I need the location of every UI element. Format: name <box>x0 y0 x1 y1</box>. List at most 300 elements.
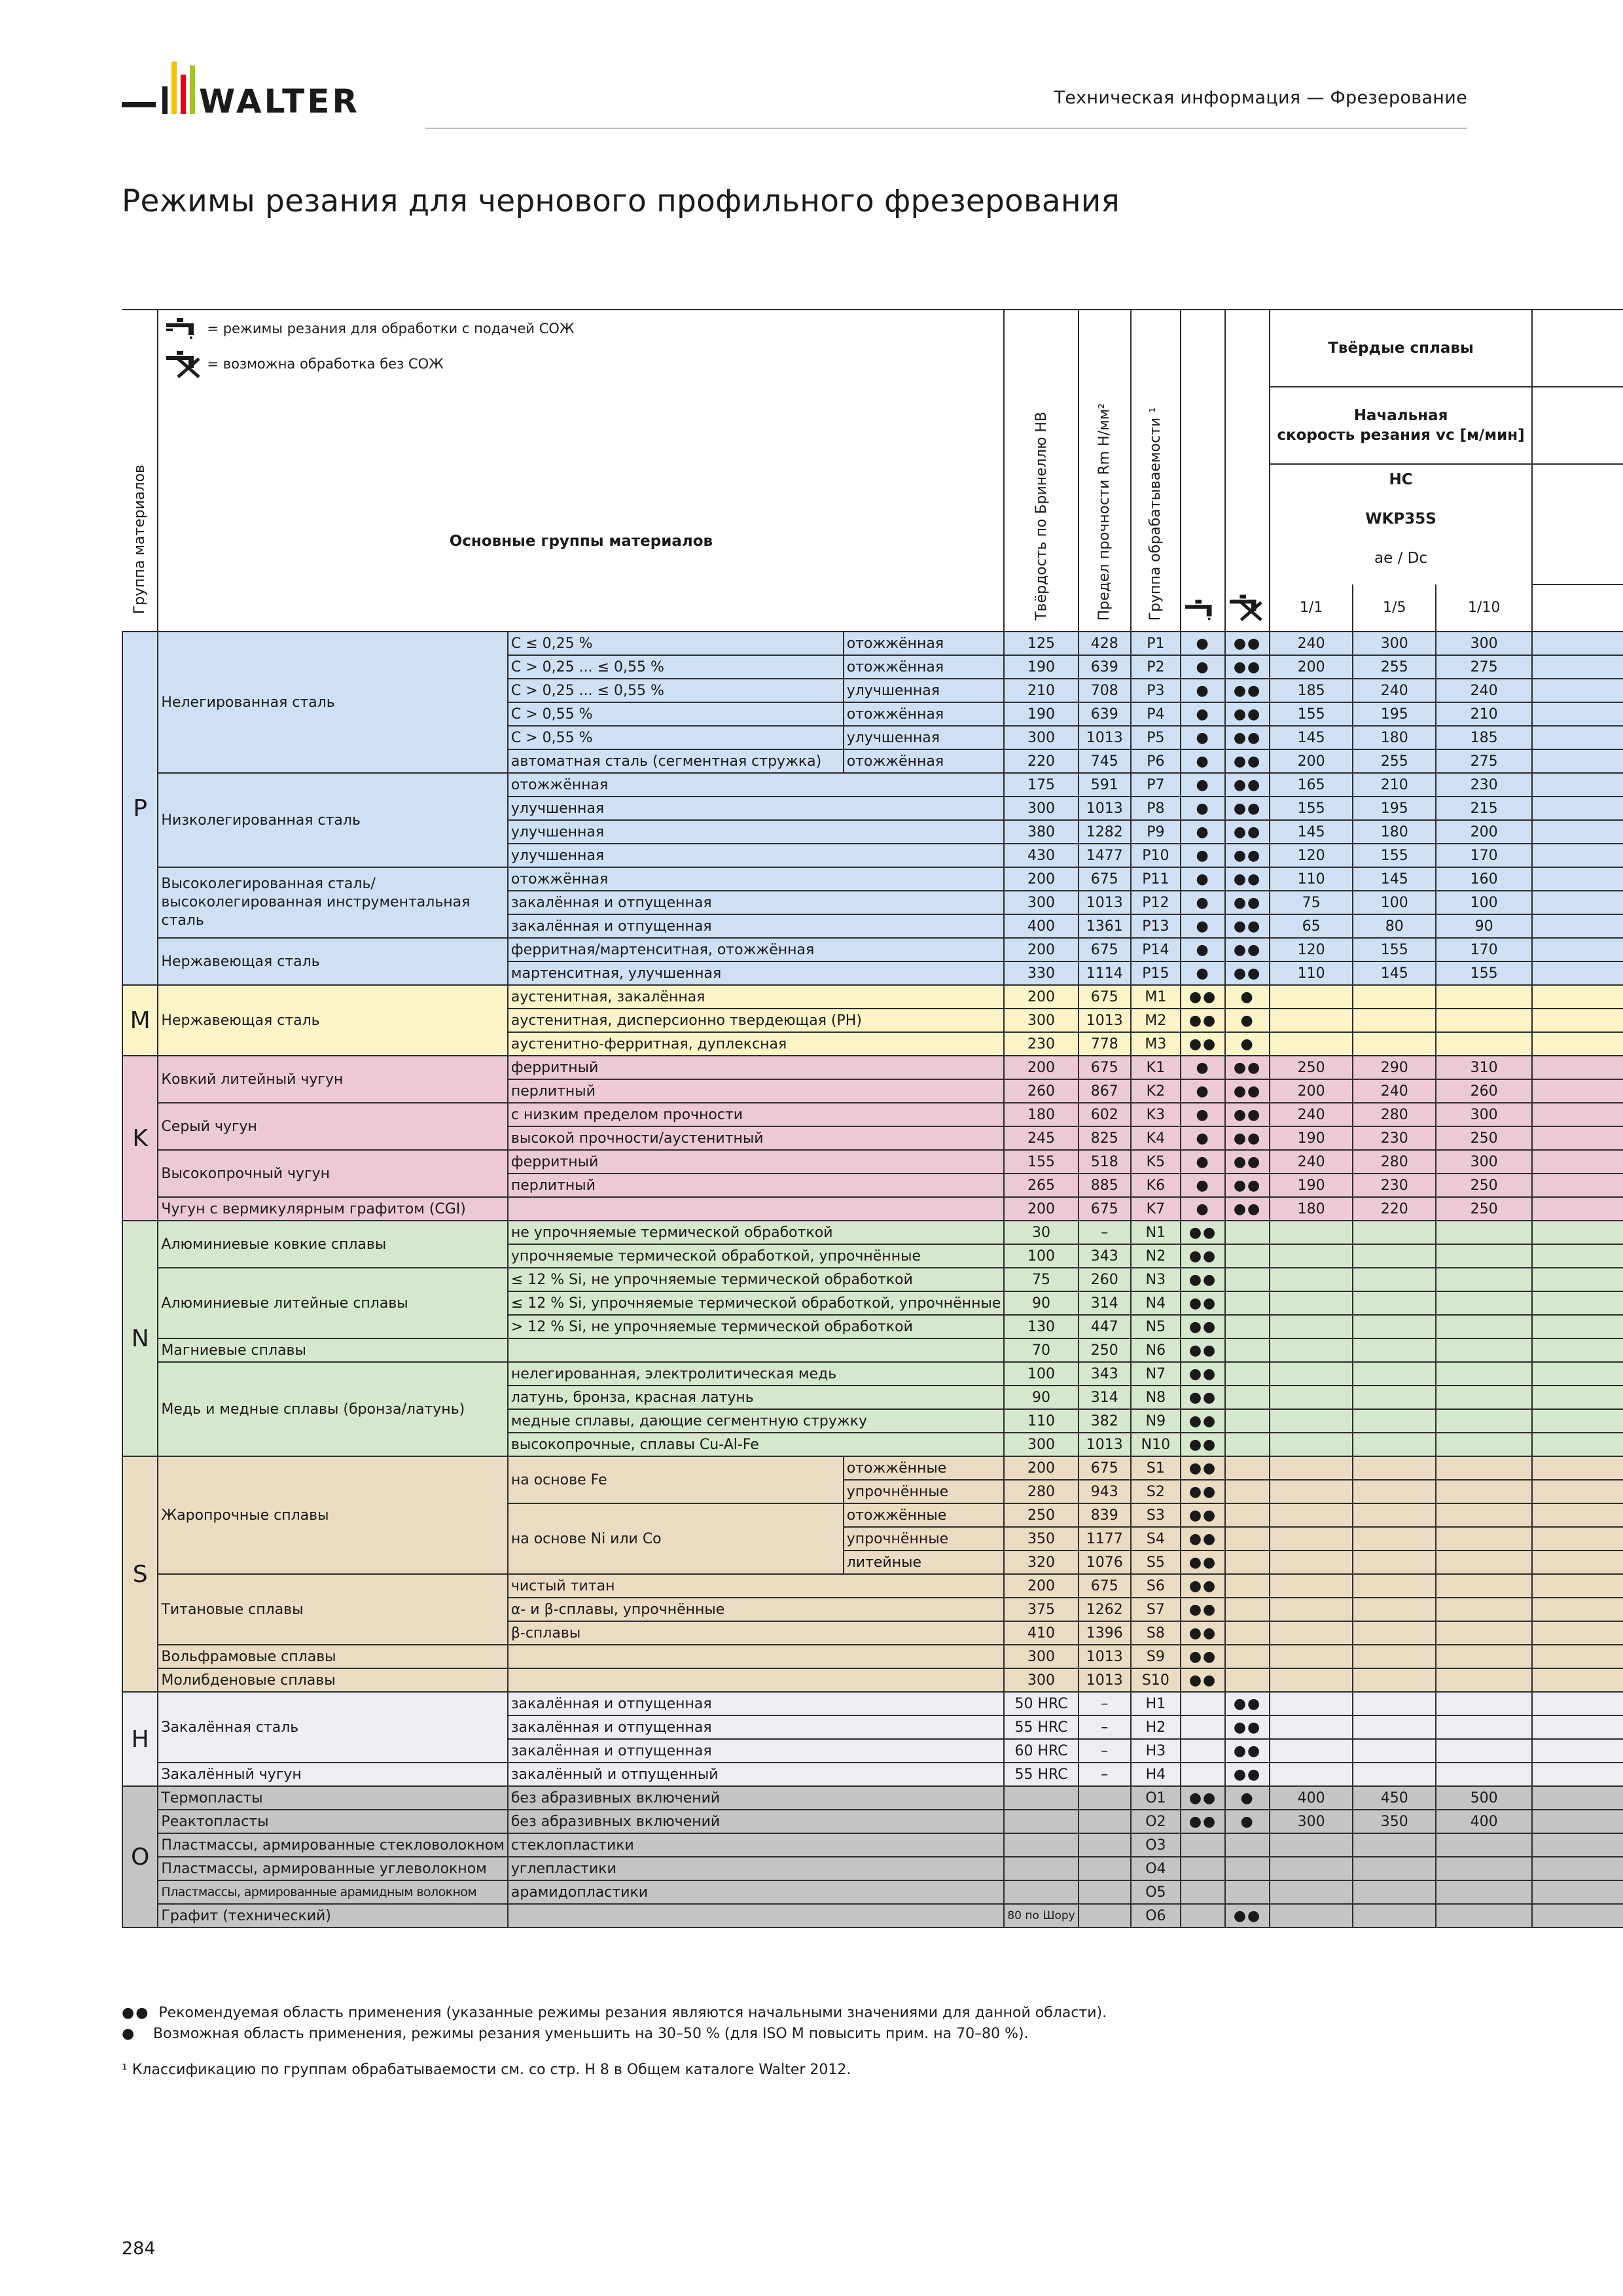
hb-cell: 410 <box>1004 1621 1078 1645</box>
condition-cell: отожжённая <box>508 867 1005 891</box>
rm-cell: 1177 <box>1079 1527 1131 1551</box>
vc-1-1 <box>1270 1692 1353 1715</box>
spacer-cell <box>1532 985 1623 1009</box>
vc-1-1 <box>1270 1032 1353 1056</box>
vc-1-5 <box>1353 1244 1436 1268</box>
vc-1-1 <box>1270 1904 1353 1928</box>
spacer-cell <box>1532 1079 1623 1103</box>
hb-cell: 155 <box>1004 1150 1078 1174</box>
code-cell: P2 <box>1131 655 1181 679</box>
rm-cell: 1361 <box>1079 914 1131 938</box>
condition-cell: медные сплавы, дающие сегментную стружку <box>508 1409 1005 1433</box>
vc-1-1 <box>1270 1857 1353 1880</box>
coolant-mark <box>1181 1880 1225 1904</box>
condition-cell <box>508 1338 1005 1362</box>
vc-1-10: 275 <box>1436 655 1532 679</box>
table-row <box>122 1221 1623 1244</box>
hb-cell: 375 <box>1004 1598 1078 1621</box>
code-cell: P13 <box>1131 914 1181 938</box>
spacer-cell <box>1532 1810 1623 1833</box>
dry-mark <box>1225 1645 1270 1668</box>
recommended-symbol: ●● <box>122 2005 150 2021</box>
rm-cell: 1013 <box>1079 1009 1131 1032</box>
dry-machining-icon <box>1228 593 1266 622</box>
header-divider <box>425 128 1467 129</box>
rm-cell: 1013 <box>1079 797 1131 820</box>
hb-cell: 175 <box>1004 773 1078 797</box>
hb-cell: 90 <box>1004 1291 1078 1315</box>
code-cell: S2 <box>1131 1480 1181 1503</box>
coolant-mark: ●● <box>1181 1409 1225 1433</box>
vc-1-1: 190 <box>1270 1126 1353 1150</box>
hb-cell: 200 <box>1004 1456 1078 1480</box>
page-number: 284 <box>122 2238 156 2259</box>
rm-cell: 675 <box>1079 1574 1131 1598</box>
code-cell: S1 <box>1131 1456 1181 1480</box>
brand-name: WALTER <box>199 82 360 120</box>
coolant-mark: ●● <box>1181 1315 1225 1338</box>
treatment-cell: отожжённая <box>844 632 1005 655</box>
vc-1-1: 200 <box>1270 1079 1353 1103</box>
code-cell: P3 <box>1131 679 1181 702</box>
machinability-header: Группа обрабатываемости ¹ <box>1131 310 1181 632</box>
vc-1-1: 400 <box>1270 1786 1353 1810</box>
dry-mark: ●● <box>1225 1904 1270 1928</box>
coolant-mark <box>1181 1904 1225 1928</box>
vc-1-5: 255 <box>1353 749 1436 773</box>
rm-cell: 591 <box>1079 773 1131 797</box>
table-row <box>122 938 1623 961</box>
hb-cell: 350 <box>1004 1527 1078 1551</box>
spacer-cell <box>1532 726 1623 749</box>
recommended-text: Рекомендуемая область применения (указанные режимы резания являются начальными значениями для данной области). <box>158 2005 1107 2021</box>
spacer-cell <box>1532 1598 1623 1621</box>
table-row <box>122 867 1623 891</box>
dry-mark: ●● <box>1225 938 1270 961</box>
rm-cell: 745 <box>1079 749 1131 773</box>
vc-1-1 <box>1270 1739 1353 1763</box>
spacer-cell <box>1532 1338 1623 1362</box>
vc-1-5: 220 <box>1353 1197 1436 1221</box>
code-cell: K2 <box>1131 1079 1181 1103</box>
footnote: ¹ Классификацию по группам обрабатываемости см. со стр. H 8 в Общем каталоге Walter 2012. <box>122 2062 851 2078</box>
coolant-mark: ●● <box>1181 1338 1225 1362</box>
condition-cell: на основе Ni или Co <box>508 1503 844 1574</box>
coolant-mark: ● <box>1181 773 1225 797</box>
hb-cell: 130 <box>1004 1315 1078 1338</box>
code-cell: P14 <box>1131 938 1181 961</box>
hb-cell: 100 <box>1004 1362 1078 1386</box>
rm-cell: 867 <box>1079 1079 1131 1103</box>
table-row <box>122 1904 1623 1928</box>
condition-cell: без абразивных включений <box>508 1786 1005 1810</box>
main-group-label: Закалённая сталь <box>158 1692 507 1763</box>
table-row <box>122 1786 1623 1810</box>
dry-mark <box>1225 1503 1270 1527</box>
condition-cell: ферритный <box>508 1150 1005 1174</box>
rm-cell <box>1079 1810 1131 1833</box>
vc-1-5: 155 <box>1353 844 1436 867</box>
hb-cell: 200 <box>1004 1056 1078 1079</box>
code-cell: N8 <box>1131 1386 1181 1409</box>
hb-cell: 300 <box>1004 1645 1078 1668</box>
hb-cell: 300 <box>1004 1009 1078 1032</box>
vc-1-10: 240 <box>1436 679 1532 702</box>
condition-cell: улучшенная <box>508 844 1005 867</box>
group-letter-M: M <box>122 985 158 1056</box>
vc-1-1: 145 <box>1270 726 1353 749</box>
vc-1-5: 155 <box>1353 938 1436 961</box>
hb-cell <box>1004 1880 1078 1904</box>
coolant-mark: ● <box>1181 655 1225 679</box>
treatment-cell: отожжённая <box>844 655 1005 679</box>
vc-1-10 <box>1436 1668 1532 1692</box>
coolant-mark <box>1181 1692 1225 1715</box>
vc-1-10: 170 <box>1436 844 1532 867</box>
vc-1-10: 500 <box>1436 1786 1532 1810</box>
rm-cell: 602 <box>1079 1103 1131 1126</box>
vc-1-5 <box>1353 1338 1436 1362</box>
table-row <box>122 985 1623 1009</box>
possible-symbol: ● <box>122 2026 136 2042</box>
table-row <box>122 1362 1623 1386</box>
dry-mark: ●● <box>1225 867 1270 891</box>
main-group-label: Нержавеющая сталь <box>158 938 507 985</box>
vc-1-1 <box>1270 1668 1353 1692</box>
code-cell: P5 <box>1131 726 1181 749</box>
spacer-cell <box>1532 1880 1623 1904</box>
legend-dry: = возможна обработка без СОЖ <box>207 356 444 372</box>
dry-mark <box>1225 1268 1270 1291</box>
spacer-cell <box>1532 1786 1623 1810</box>
vc-1-1 <box>1270 1574 1353 1598</box>
dry-mark: ●● <box>1225 1739 1270 1763</box>
coolant-mark: ●● <box>1181 1527 1225 1551</box>
vc-1-10: 210 <box>1436 702 1532 726</box>
rm-cell: 1477 <box>1079 844 1131 867</box>
vc-1-10: 200 <box>1436 820 1532 844</box>
vc-1-5 <box>1353 1574 1436 1598</box>
vc-1-5: 80 <box>1353 914 1436 938</box>
group-letter-K: K <box>122 1056 158 1221</box>
condition-cell: высокой прочности/аустенитный <box>508 1126 1005 1150</box>
vc-1-10: 250 <box>1436 1174 1532 1197</box>
rm-cell <box>1079 1833 1131 1857</box>
spacer-cell <box>1532 1668 1623 1692</box>
rm-cell: – <box>1079 1763 1131 1786</box>
code-cell: P6 <box>1131 749 1181 773</box>
coolant-mark: ●● <box>1181 1503 1225 1527</box>
rm-cell: 675 <box>1079 1456 1131 1480</box>
vc-1-10 <box>1436 1551 1532 1574</box>
dry-mark: ●● <box>1225 632 1270 655</box>
vc-1-10 <box>1436 1763 1532 1786</box>
possible-text: Возможная область применения, режимы резания уменьшить на 30–50 % (для ISO M повысить прим. на 70–80 %). <box>153 2026 1029 2042</box>
dry-mark <box>1225 1574 1270 1598</box>
vc-1-10: 250 <box>1436 1197 1532 1221</box>
vc-1-10 <box>1436 1456 1532 1480</box>
vc-1-10: 185 <box>1436 726 1532 749</box>
main-group-label: Жаропрочные сплавы <box>158 1456 507 1574</box>
hb-cell: 300 <box>1004 797 1078 820</box>
vc-1-5 <box>1353 1362 1436 1386</box>
spacer-cell <box>1532 961 1623 985</box>
rm-cell: 1013 <box>1079 1668 1131 1692</box>
vc-1-10: 215 <box>1436 797 1532 820</box>
rm-cell <box>1079 1786 1131 1810</box>
main-group-label: Медь и медные сплавы (бронза/латунь) <box>158 1362 507 1456</box>
vc-1-1: 300 <box>1270 1810 1353 1833</box>
condition-cell: перлитный <box>508 1079 1005 1103</box>
main-group-label: Нержавеющая сталь <box>158 985 507 1056</box>
rm-cell: 885 <box>1079 1174 1131 1197</box>
condition-cell: на основе Fe <box>508 1456 844 1503</box>
vc-1-5 <box>1353 1527 1436 1551</box>
hb-cell: 70 <box>1004 1338 1078 1362</box>
hb-cell: 125 <box>1004 632 1078 655</box>
page-title: Режимы резания для чернового профильного фрезерования <box>122 183 1120 219</box>
hard-alloys-header: Твёрдые сплавы <box>1270 310 1532 387</box>
table-row <box>122 1338 1623 1362</box>
ratio-1-10: 1/10 <box>1436 584 1532 632</box>
vc-1-10: 300 <box>1436 1150 1532 1174</box>
vc-1-1: 145 <box>1270 820 1353 844</box>
vc-1-1 <box>1270 1291 1353 1315</box>
vc-1-1: 200 <box>1270 749 1353 773</box>
dry-mark: ●● <box>1225 1126 1270 1150</box>
table-row <box>122 1268 1623 1291</box>
hb-cell: 90 <box>1004 1386 1078 1409</box>
spacer-cell <box>1532 1503 1623 1527</box>
condition-cell: ферритная/мартенситная, отожжённая <box>508 938 1005 961</box>
condition-cell: C ≤ 0,25 % <box>508 632 844 655</box>
main-group-label: Низколегированная сталь <box>158 773 507 867</box>
vc-1-5 <box>1353 1433 1436 1456</box>
code-cell: P11 <box>1131 867 1181 891</box>
condition-cell: перлитный <box>508 1174 1005 1197</box>
group-letter-S: S <box>122 1456 158 1692</box>
condition-cell: закалённая и отпущенная <box>508 914 1005 938</box>
coolant-mark <box>1181 1833 1225 1857</box>
coolant-mark: ● <box>1181 1126 1225 1150</box>
vc-1-5 <box>1353 1032 1436 1056</box>
coolant-mark: ●● <box>1181 1009 1225 1032</box>
code-cell: O2 <box>1131 1810 1181 1833</box>
main-group-label: Ковкий литейный чугун <box>158 1056 507 1103</box>
legend <box>122 2003 1107 2045</box>
vc-1-5 <box>1353 1645 1436 1668</box>
rm-cell: 1262 <box>1079 1598 1131 1621</box>
vc-1-5: 280 <box>1353 1150 1436 1174</box>
dry-mark <box>1225 1551 1270 1574</box>
condition-cell: ≤ 12 % Si, упрочняемые термической обработкой, упрочнённые <box>508 1291 1005 1315</box>
treatment-cell: упрочнённые <box>844 1527 1005 1551</box>
spacer-cell <box>1532 1150 1623 1174</box>
coolant-mark: ●● <box>1181 1645 1225 1668</box>
dry-mark <box>1225 1244 1270 1268</box>
vc-1-1 <box>1270 1715 1353 1739</box>
vc-1-10: 260 <box>1436 1079 1532 1103</box>
rm-cell: – <box>1079 1739 1131 1763</box>
coolant-mark: ●● <box>1181 1244 1225 1268</box>
dry-mark: ●● <box>1225 961 1270 985</box>
vc-1-1 <box>1270 1456 1353 1480</box>
group-letter-O: O <box>122 1786 158 1928</box>
spacer-cell <box>1532 1857 1623 1880</box>
vc-1-1 <box>1270 1338 1353 1362</box>
coolant-mark: ● <box>1181 1056 1225 1079</box>
condition-cell: C > 0,25 ... ≤ 0,55 % <box>508 655 844 679</box>
code-cell: K5 <box>1131 1150 1181 1174</box>
vc-1-10 <box>1436 985 1532 1009</box>
dry-mark: ●● <box>1225 773 1270 797</box>
coolant-mark: ●● <box>1181 1433 1225 1456</box>
spacer-cell <box>1532 938 1623 961</box>
code-cell: O1 <box>1131 1786 1181 1810</box>
dry-mark <box>1225 1621 1270 1645</box>
hb-cell: 300 <box>1004 1433 1078 1456</box>
rm-cell: 778 <box>1079 1032 1131 1056</box>
vc-1-5 <box>1353 1456 1436 1480</box>
code-cell: H2 <box>1131 1715 1181 1739</box>
spacer-cell <box>1532 1315 1623 1338</box>
condition-cell: аустенитная, дисперсионно твердеющая (PH) <box>508 1009 1005 1032</box>
rm-cell: 1013 <box>1079 891 1131 914</box>
vc-1-5: 230 <box>1353 1174 1436 1197</box>
code-cell: N5 <box>1131 1315 1181 1338</box>
vc-1-10 <box>1436 1503 1532 1527</box>
vc-1-10: 155 <box>1436 961 1532 985</box>
hb-cell: 210 <box>1004 679 1078 702</box>
condition-cell: ≤ 12 % Si, не упрочняемые термической обработкой <box>508 1268 1005 1291</box>
table-row <box>122 1645 1623 1668</box>
hb-cell: 300 <box>1004 726 1078 749</box>
condition-cell: > 12 % Si, не упрочняемые термической обработкой <box>508 1315 1005 1338</box>
code-cell: M2 <box>1131 1009 1181 1032</box>
condition-cell <box>508 1197 1005 1221</box>
ratio-1-1: 1/1 <box>1270 584 1353 632</box>
hb-cell: 80 по Шору <box>1004 1904 1078 1928</box>
code-cell: K6 <box>1131 1174 1181 1197</box>
spacer-cell <box>1532 1739 1623 1763</box>
main-group-label: Алюминиевые ковкие сплавы <box>158 1221 507 1268</box>
vc-1-10 <box>1436 1244 1532 1268</box>
vc-1-1: 120 <box>1270 844 1353 867</box>
coolant-mark: ● <box>1181 1150 1225 1174</box>
coolant-mark: ●● <box>1181 1386 1225 1409</box>
condition-cell: C > 0,55 % <box>508 702 844 726</box>
hb-cell: 300 <box>1004 891 1078 914</box>
code-cell: N6 <box>1131 1338 1181 1362</box>
hb-cell: 320 <box>1004 1551 1078 1574</box>
spacer-cell <box>1532 797 1623 820</box>
ratio-1-5: 1/5 <box>1353 584 1436 632</box>
vc-1-1: 65 <box>1270 914 1353 938</box>
condition-cell: упрочняемые термической обработкой, упрочнённые <box>508 1244 1005 1268</box>
vc-1-5 <box>1353 1763 1436 1786</box>
vc-1-10 <box>1436 1715 1532 1739</box>
spacer-cell <box>1532 1763 1623 1786</box>
code-cell: P8 <box>1131 797 1181 820</box>
condition-cell: ферритный <box>508 1056 1005 1079</box>
col-group-header: Группа материалов <box>122 310 158 632</box>
coolant-col-header <box>1181 310 1225 632</box>
rm-cell: 825 <box>1079 1126 1131 1150</box>
coolant-mark: ● <box>1181 632 1225 655</box>
rm-cell: 314 <box>1079 1291 1131 1315</box>
condition-cell: C > 0,55 % <box>508 726 844 749</box>
dry-mark: ● <box>1225 985 1270 1009</box>
vc-1-10 <box>1436 1880 1532 1904</box>
vc-1-5 <box>1353 1668 1436 1692</box>
coolant-mark: ● <box>1181 726 1225 749</box>
hb-cell: 190 <box>1004 702 1078 726</box>
dry-mark: ● <box>1225 1032 1270 1056</box>
dry-mark <box>1225 1668 1270 1692</box>
vc-1-1: 240 <box>1270 1150 1353 1174</box>
hb-cell: 250 <box>1004 1503 1078 1527</box>
rm-cell: – <box>1079 1692 1131 1715</box>
hb-cell: 330 <box>1004 961 1078 985</box>
vc-1-1: 165 <box>1270 773 1353 797</box>
rm-cell: – <box>1079 1221 1131 1244</box>
rm-cell: 675 <box>1079 985 1131 1009</box>
condition-cell: закалённая и отпущенная <box>508 1739 1005 1763</box>
vc-1-10 <box>1436 1857 1532 1880</box>
vc-1-1 <box>1270 1645 1353 1668</box>
dry-mark <box>1225 1433 1270 1456</box>
coolant-mark: ● <box>1181 679 1225 702</box>
rm-cell: 1013 <box>1079 1433 1131 1456</box>
legend-coolant: = режимы резания для обработки с подачей СОЖ <box>207 321 575 336</box>
spacer-cell <box>1532 914 1623 938</box>
vc-1-5: 180 <box>1353 726 1436 749</box>
condition-cell: C > 0,25 ... ≤ 0,55 % <box>508 679 844 702</box>
vc-1-10: 90 <box>1436 914 1532 938</box>
vc-1-5 <box>1353 1221 1436 1244</box>
treatment-cell: отожжённые <box>844 1503 1005 1527</box>
hb-cell: 50 HRC <box>1004 1692 1078 1715</box>
rm-cell: 518 <box>1079 1150 1131 1174</box>
vc-1-5: 195 <box>1353 702 1436 726</box>
group-letter-N: N <box>122 1221 158 1456</box>
code-cell: O5 <box>1131 1880 1181 1904</box>
coolant-mark: ● <box>1181 797 1225 820</box>
dry-mark: ●● <box>1225 749 1270 773</box>
vc-1-10 <box>1436 1315 1532 1338</box>
vc-1-10 <box>1436 1904 1532 1928</box>
main-group-label: Серый чугун <box>158 1103 507 1150</box>
dry-mark: ●● <box>1225 702 1270 726</box>
vc-1-10: 400 <box>1436 1810 1532 1833</box>
code-cell: S6 <box>1131 1574 1181 1598</box>
hb-cell: 100 <box>1004 1244 1078 1268</box>
vc-1-10: 160 <box>1436 867 1532 891</box>
rm-cell: 250 <box>1079 1338 1131 1362</box>
rm-cell: 382 <box>1079 1409 1131 1433</box>
vc-1-5 <box>1353 985 1436 1009</box>
spacer-cell <box>1532 1126 1623 1150</box>
vc-1-5 <box>1353 1409 1436 1433</box>
vc-1-1 <box>1270 1503 1353 1527</box>
vc-1-5: 195 <box>1353 797 1436 820</box>
condition-cell: аустенитно-ферритная, дуплексная <box>508 1032 1005 1056</box>
hb-cell: 200 <box>1004 867 1078 891</box>
condition-cell: арамидопластики <box>508 1880 1005 1904</box>
coolant-mark: ● <box>1181 961 1225 985</box>
vc-1-5 <box>1353 1904 1436 1928</box>
code-cell: P10 <box>1131 844 1181 867</box>
